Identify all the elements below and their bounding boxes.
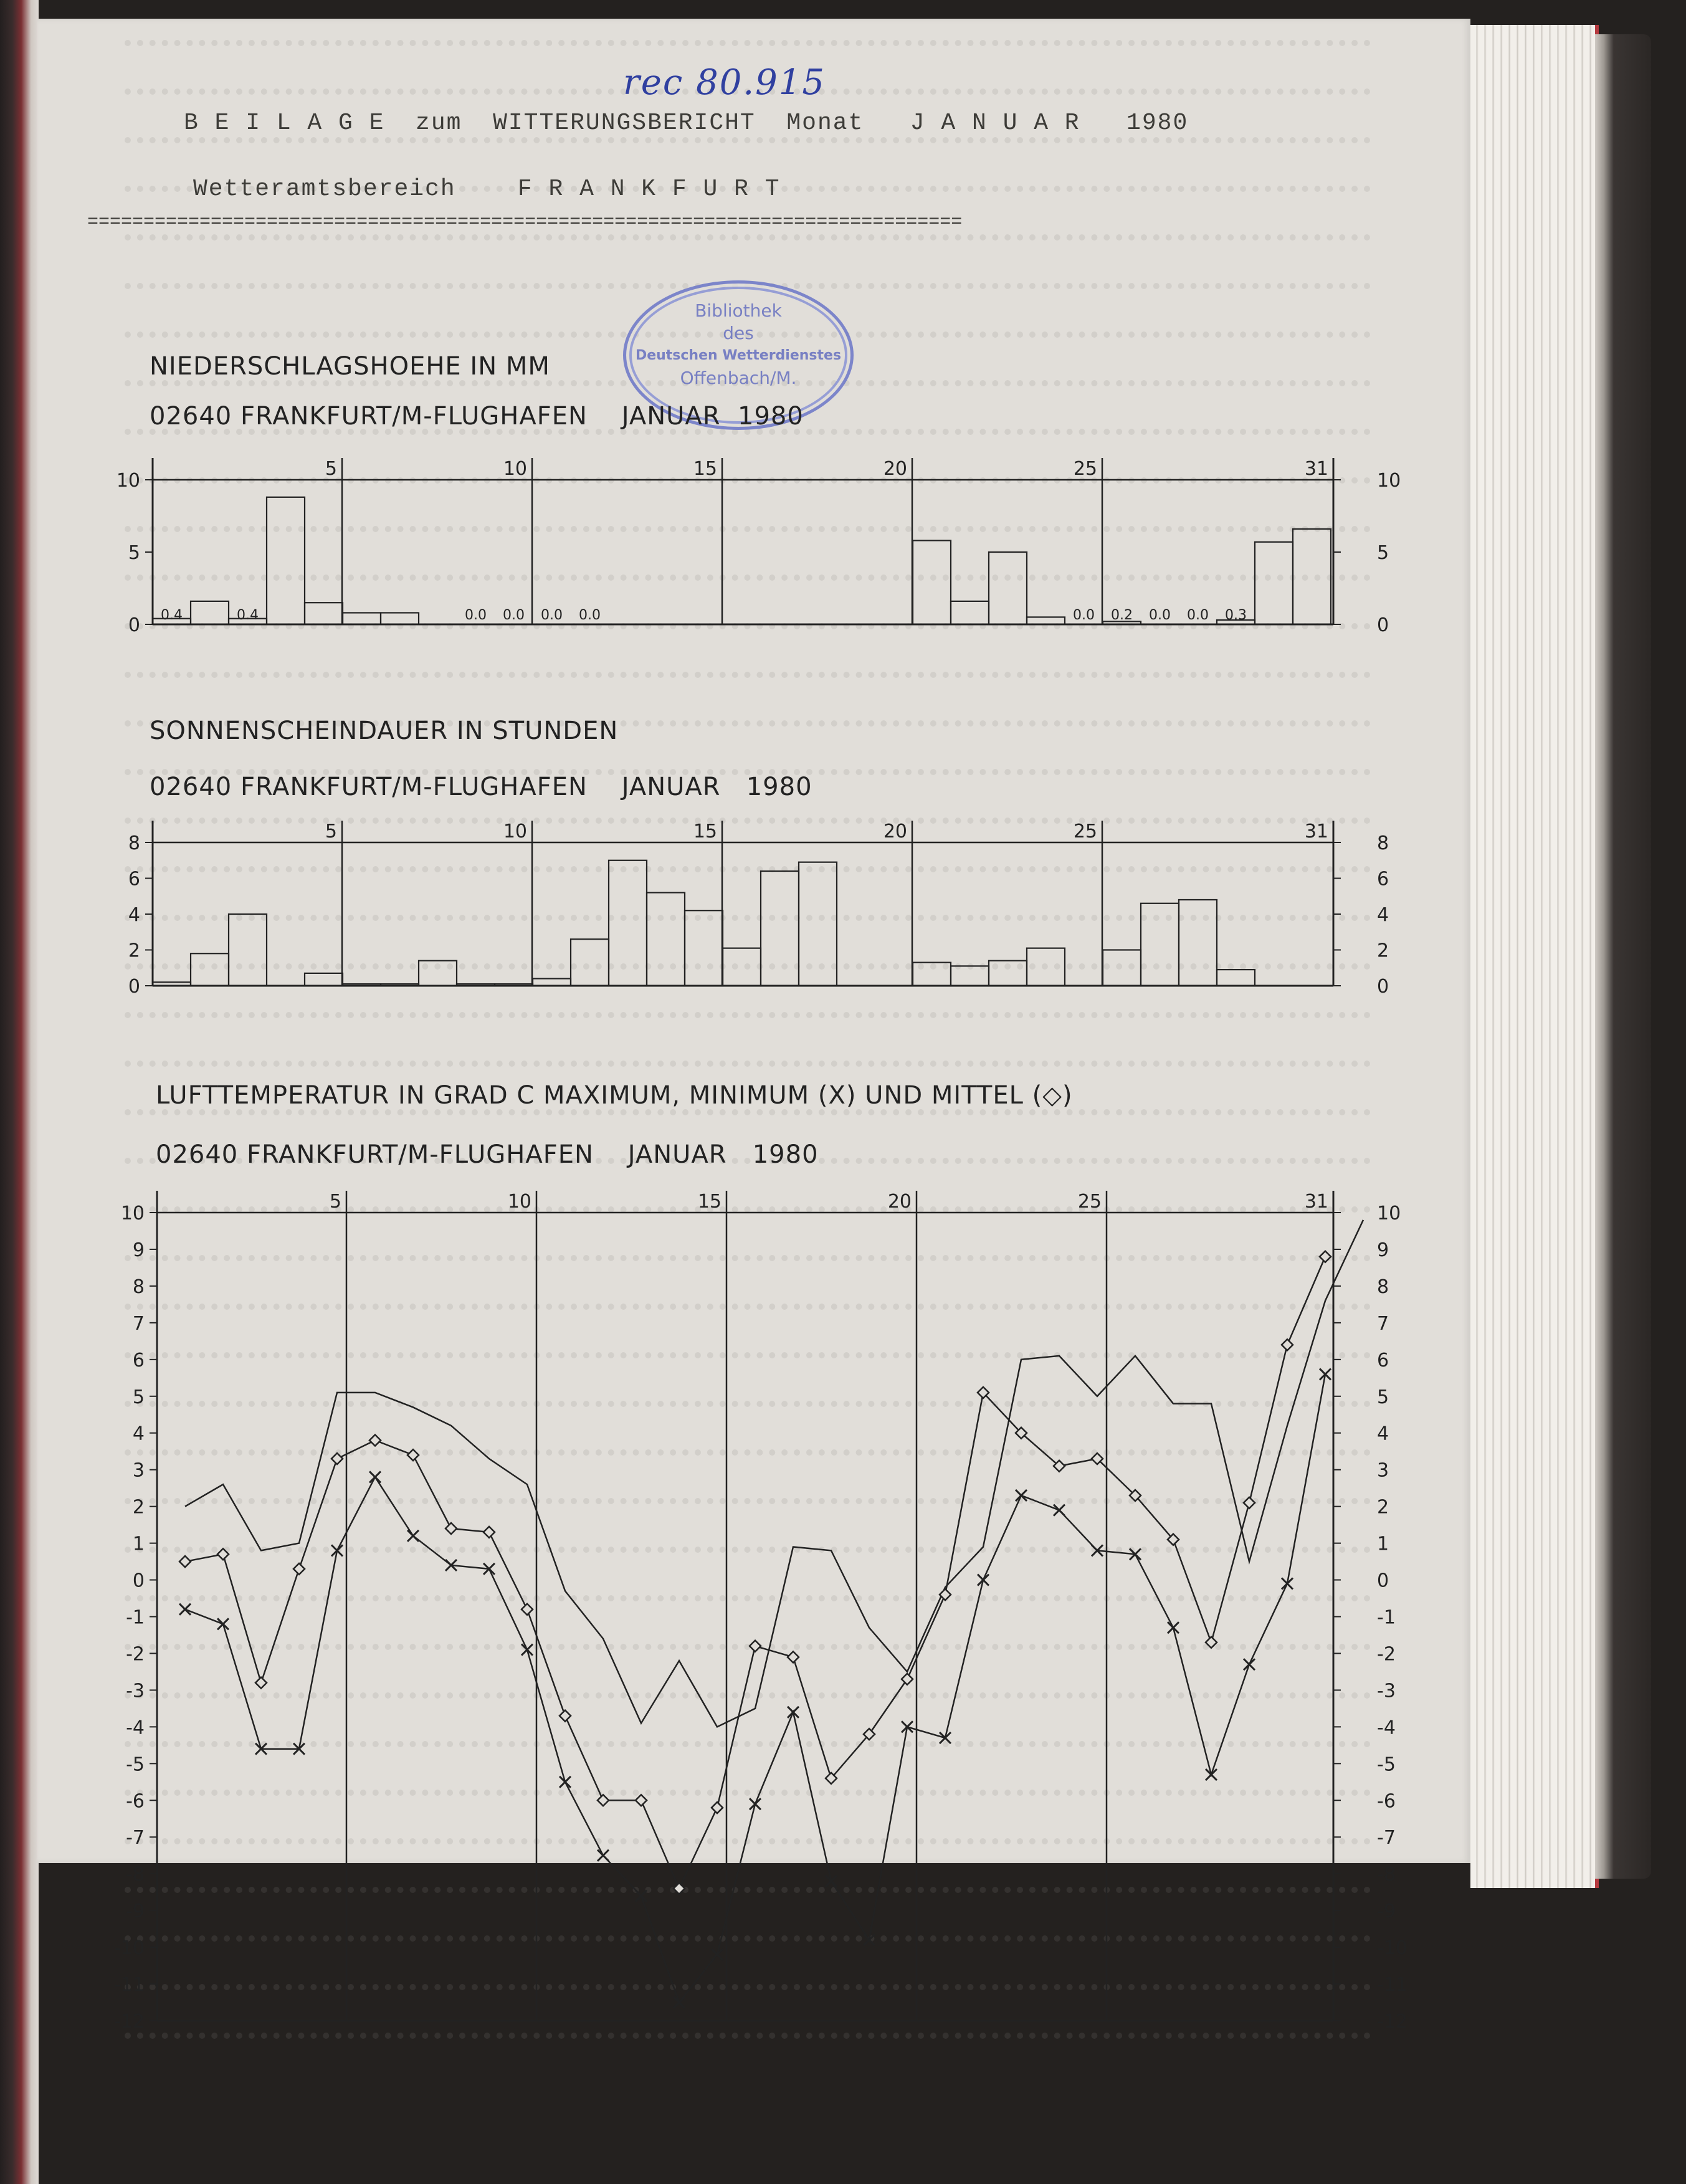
y-tick-label-right: -3 — [1377, 1680, 1396, 1702]
x-marker-6 — [369, 1471, 381, 1482]
diamond-marker-7 — [407, 1449, 419, 1461]
x-marker-22 — [978, 1575, 989, 1586]
diamond-marker-5 — [331, 1453, 343, 1464]
day-tick-label-20: 20 — [887, 1191, 912, 1213]
x-marker-29 — [1244, 1659, 1255, 1670]
y-tick-label-right: 10 — [1377, 470, 1401, 492]
y-tick-label-left: -12 — [114, 2011, 145, 2033]
x-marker-14 — [674, 1997, 685, 2008]
precip-title: NIEDERSCHLAGSHOEHE IN MM — [150, 352, 550, 381]
y-tick-label-left: -3 — [126, 1680, 145, 1702]
series-line-diamond — [185, 1257, 1325, 1889]
day-tick-label-5: 5 — [325, 458, 337, 480]
y-tick-label-right: -11 — [1377, 1974, 1407, 1996]
y-tick-label-left: 5 — [132, 1386, 145, 1408]
day-tick-label-31: 31 — [1304, 1191, 1328, 1213]
day-tick-label-31: 31 — [1304, 458, 1328, 480]
y-tick-label-left: -11 — [114, 1974, 145, 1996]
x-marker-12 — [598, 1850, 609, 1861]
y-tick-label-left: 1 — [132, 1533, 145, 1555]
day-tick-label-25: 25 — [1073, 821, 1097, 842]
x-marker-16 — [750, 1798, 761, 1810]
diamond-marker-6 — [369, 1435, 381, 1446]
data-label-day-28: 0.0 — [1187, 608, 1209, 623]
y-tick-label-left: -9 — [126, 1900, 145, 1923]
y-tick-label-left: 8 — [132, 1276, 145, 1298]
y-tick-label-right: -12 — [1377, 2011, 1407, 2033]
y-tick-label-left: 0 — [128, 976, 140, 998]
y-tick-label-left: -2 — [126, 1643, 145, 1666]
y-tick-label-right: 4 — [1377, 904, 1389, 926]
y-tick-label-left: 2 — [128, 940, 140, 962]
y-tick-label-right: -1 — [1377, 1606, 1396, 1629]
y-tick-label-right: 1 — [1377, 1533, 1389, 1555]
y-tick-label-right: 5 — [1377, 542, 1389, 564]
y-tick-label-right: 6 — [1377, 1349, 1389, 1371]
diamond-marker-10 — [522, 1604, 533, 1615]
x-marker-15 — [712, 1949, 723, 1960]
day-tick-label-5: 5 — [325, 821, 337, 842]
y-tick-label-right: -6 — [1377, 1790, 1396, 1813]
y-tick-label-right: 0 — [1377, 1570, 1389, 1592]
y-tick-label-right: 7 — [1377, 1312, 1389, 1335]
y-tick-label-right: -10 — [1377, 1937, 1407, 1960]
day-tick-label-25: 25 — [1077, 1191, 1102, 1213]
temperature-subtitle: 02640 FRANKFURT/M-FLUGHAFEN JANUAR 1980 — [156, 1140, 819, 1169]
x-marker-24 — [1054, 1505, 1065, 1516]
day-tick-label-10: 10 — [507, 1191, 531, 1213]
y-tick-label-right: -8 — [1377, 1864, 1396, 1886]
y-tick-label-right: -4 — [1377, 1717, 1396, 1739]
data-label-day-10: 0.0 — [503, 608, 525, 623]
y-tick-label-left: -1 — [126, 1606, 145, 1629]
y-tick-label-left: 4 — [132, 1423, 145, 1445]
day-tick-label-15: 15 — [693, 458, 717, 480]
y-tick-label-right: 4 — [1377, 1423, 1389, 1445]
y-tick-label-right: 9 — [1377, 1239, 1389, 1261]
y-tick-label-left: 7 — [132, 1312, 145, 1335]
y-tick-label-left: -7 — [126, 1827, 145, 1849]
day-tick-label-20: 20 — [883, 821, 907, 842]
x-marker-2 — [217, 1618, 229, 1629]
x-marker-10 — [522, 1644, 533, 1656]
diamond-marker-8 — [445, 1523, 457, 1534]
x-marker-1 — [179, 1604, 191, 1615]
y-tick-label-left: 10 — [116, 470, 140, 492]
temperature-title: LUFTTEMPERATUR IN GRAD C MAXIMUM, MINIMUM (X) UND MITTEL (◇) — [156, 1081, 1073, 1110]
day-tick-label-31: 31 — [1304, 821, 1328, 842]
y-tick-label-right: 0 — [1377, 614, 1389, 636]
stamp-line-1: Bibliothek — [695, 300, 782, 321]
diamond-marker-29 — [1244, 1497, 1255, 1509]
diamond-marker-12 — [598, 1795, 609, 1806]
diamond-marker-15 — [712, 1802, 723, 1813]
diamond-marker-20 — [902, 1674, 913, 1685]
stamp-line-2: des — [723, 323, 754, 343]
diamond-marker-3 — [255, 1677, 267, 1689]
y-tick-label-left: 6 — [132, 1349, 145, 1371]
diamond-marker-13 — [636, 1795, 647, 1806]
header-separator: ============================================================================== — [87, 212, 963, 233]
header-line-1: B E I L A G E zum WITTERUNGSBERICHT Monat J A N U A R 1980 — [184, 110, 1189, 136]
diamond-marker-30 — [1282, 1339, 1293, 1350]
y-tick-label-right: -5 — [1377, 1753, 1396, 1776]
y-tick-label-right: 8 — [1377, 1276, 1389, 1298]
header-line-2: Wetteramtsbereich F R A N K F U R T — [193, 176, 781, 203]
diamond-marker-11 — [560, 1710, 571, 1722]
diamond-marker-17 — [788, 1651, 799, 1662]
y-tick-label-left: -4 — [126, 1717, 145, 1739]
data-label-day-26: 0.2 — [1111, 608, 1133, 623]
day-tick-label-10: 10 — [503, 821, 527, 842]
y-tick-label-right: 2 — [1377, 1496, 1389, 1519]
y-tick-label-left: 5 — [128, 542, 140, 564]
x-marker-11 — [560, 1776, 571, 1788]
y-tick-label-left: -10 — [114, 1937, 145, 1960]
day-tick-label-15: 15 — [697, 1191, 722, 1213]
y-tick-label-right: 8 — [1377, 832, 1389, 854]
series-line-x — [185, 1374, 1325, 2002]
y-tick-label-right: -2 — [1377, 1643, 1396, 1666]
y-tick-label-right: 2 — [1377, 940, 1389, 962]
y-tick-label-left: 9 — [132, 1239, 145, 1261]
x-marker-17 — [788, 1707, 799, 1718]
handwritten-shelf-mark: rec 80.915 — [623, 62, 826, 103]
diamond-marker-9 — [483, 1527, 495, 1538]
y-tick-label-right: 10 — [1377, 1203, 1401, 1224]
stamp-line-3: Deutschen Wetterdienstes — [635, 348, 842, 363]
y-tick-label-left: -8 — [126, 1864, 145, 1886]
y-tick-label-right: 5 — [1377, 1386, 1389, 1408]
y-tick-label-right: 6 — [1377, 868, 1389, 890]
diamond-marker-28 — [1206, 1637, 1217, 1648]
data-label-day-3: 0.4 — [237, 608, 259, 623]
data-label-day-25: 0.0 — [1073, 608, 1095, 623]
y-tick-label-left: 2 — [132, 1496, 145, 1519]
y-tick-label-left: 3 — [132, 1459, 145, 1482]
data-label-day-11: 0.0 — [541, 608, 563, 623]
x-marker-18 — [826, 1876, 837, 1887]
data-label-day-9: 0.0 — [465, 608, 487, 623]
precip-subtitle: 02640 FRANKFURT/M-FLUGHAFEN JANUAR 1980 — [150, 402, 804, 431]
data-label-day-1: 0.4 — [161, 608, 183, 623]
x-marker-21 — [940, 1732, 951, 1743]
y-tick-label-left: 0 — [132, 1570, 145, 1592]
diamond-marker-16 — [750, 1641, 761, 1652]
diamond-marker-14 — [674, 1883, 685, 1894]
y-tick-label-left: 6 — [128, 868, 140, 890]
day-tick-label-5: 5 — [329, 1191, 341, 1213]
diamond-marker-2 — [217, 1548, 229, 1560]
x-marker-7 — [407, 1530, 419, 1542]
diamond-marker-1 — [179, 1556, 191, 1567]
y-tick-label-left: 8 — [128, 832, 140, 854]
sunshine-subtitle: 02640 FRANKFURT/M-FLUGHAFEN JANUAR 1980 — [150, 773, 812, 801]
y-tick-label-left: 10 — [120, 1203, 145, 1224]
y-tick-label-right: 0 — [1377, 976, 1389, 998]
day-tick-label-15: 15 — [693, 821, 717, 842]
data-label-day-29: 0.3 — [1225, 608, 1247, 623]
day-tick-label-20: 20 — [883, 458, 907, 480]
data-label-day-12: 0.0 — [579, 608, 601, 623]
day-tick-label-25: 25 — [1073, 458, 1097, 480]
y-tick-label-right: -9 — [1377, 1900, 1396, 1923]
diamond-marker-31 — [1320, 1251, 1331, 1262]
diamond-marker-21 — [940, 1589, 951, 1600]
x-marker-28 — [1206, 1769, 1217, 1780]
x-marker-27 — [1168, 1622, 1179, 1633]
x-marker-13 — [636, 1891, 647, 1902]
y-tick-label-right: 3 — [1377, 1459, 1389, 1482]
diamond-marker-4 — [293, 1563, 305, 1575]
day-tick-label-10: 10 — [503, 458, 527, 480]
sunshine-title: SONNENSCHEINDAUER IN STUNDEN — [150, 717, 619, 745]
y-tick-label-left: -6 — [126, 1790, 145, 1813]
y-tick-label-left: 0 — [128, 614, 140, 636]
y-tick-label-right: -7 — [1377, 1827, 1396, 1849]
y-tick-label-left: 4 — [128, 904, 140, 926]
data-label-day-27: 0.0 — [1149, 608, 1171, 623]
x-marker-23 — [1016, 1490, 1027, 1501]
y-tick-label-left: -5 — [126, 1753, 145, 1776]
stamp-line-4: Offenbach/M. — [680, 368, 797, 388]
